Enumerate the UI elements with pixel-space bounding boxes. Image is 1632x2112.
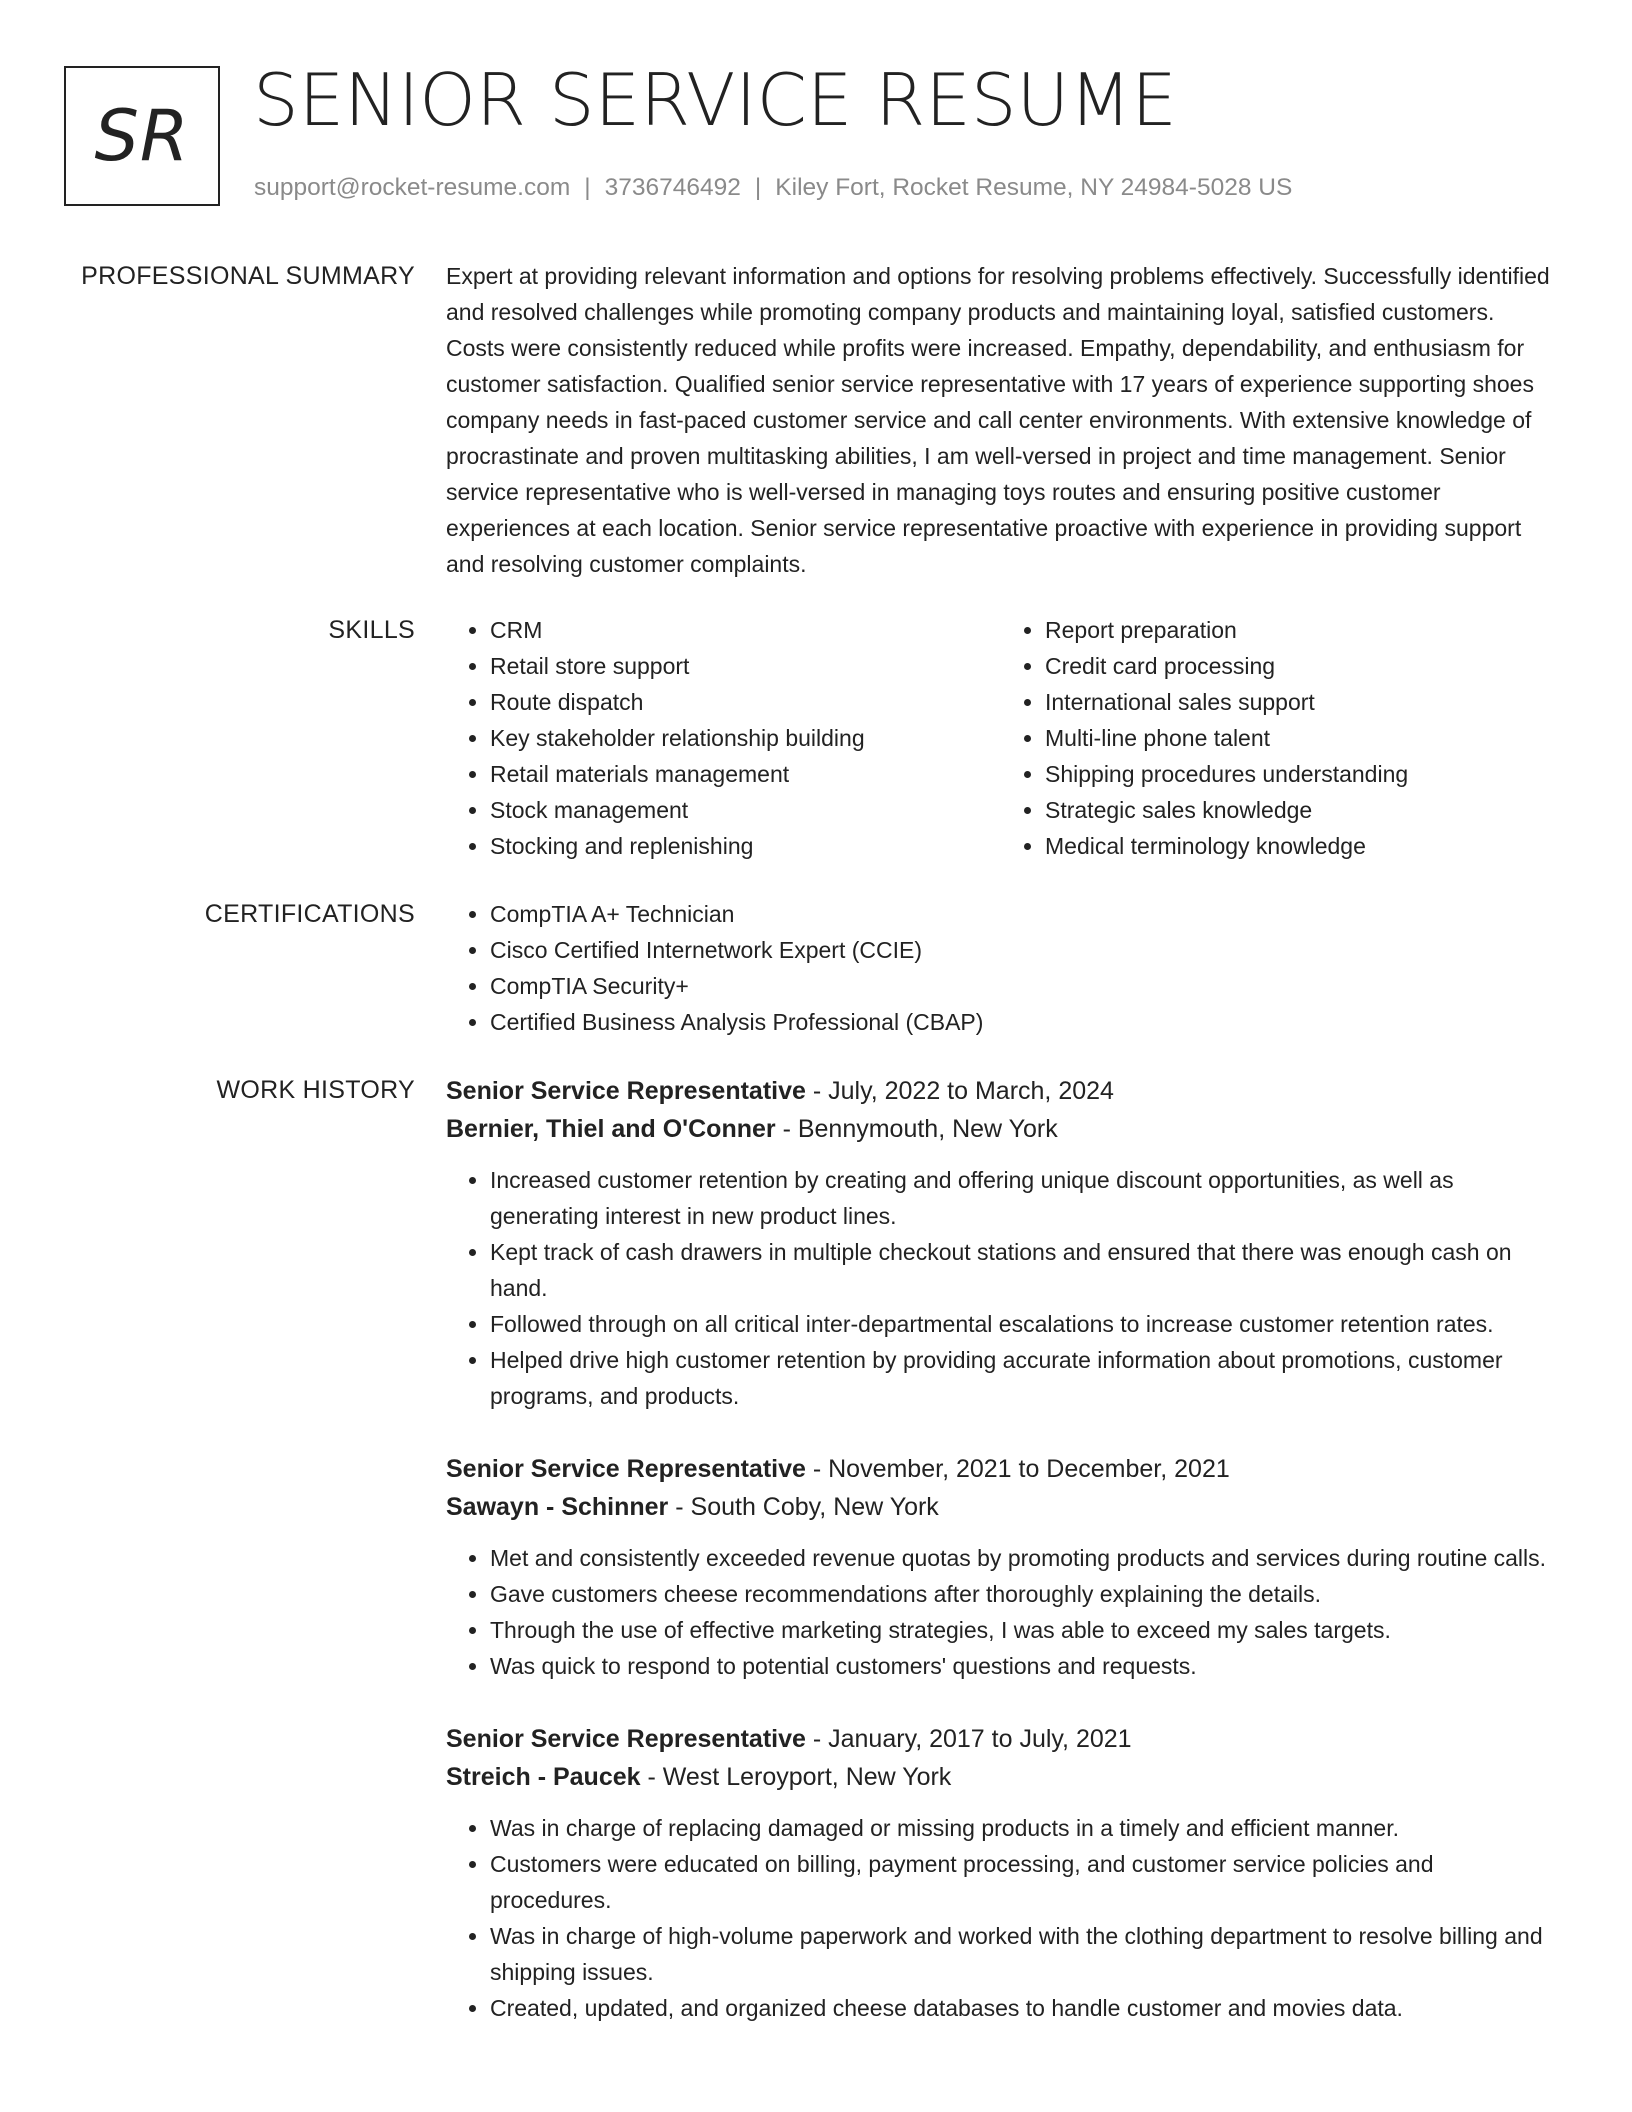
resume-title: SENIOR SERVICE RESUME [253, 58, 1177, 142]
monogram-badge: SR [64, 66, 220, 206]
job-bullet: • Helped drive high customer retention by providing accurate information about promotions, customer programs, and products. [490, 1342, 1556, 1414]
skills-list-left [446, 612, 1001, 864]
job-dates: - July, 2022 to March, 2024 [805, 1077, 1114, 1105]
job-location: - South Coby, New York [668, 1493, 939, 1521]
work-history-section [0, 1072, 1632, 2062]
job-bullets [446, 1810, 1556, 2026]
certification-item: • CompTIA Security+ [490, 968, 1556, 1004]
job-title-line [446, 1450, 1556, 1488]
job-bullets [446, 1162, 1556, 1414]
job-bullet: • Kept track of cash drawers in multiple checkout stations and ensured that there was enough cash on hand. [490, 1234, 1556, 1306]
skill-item: • Route dispatch [490, 684, 1001, 720]
skill-item: • Medical terminology knowledge [1045, 828, 1556, 864]
skills-list-right [1001, 612, 1556, 864]
contact-line [254, 174, 1292, 202]
job-title: Senior Service Representative [446, 1455, 806, 1483]
job-company-line [446, 1488, 1556, 1526]
job-title: Senior Service Representative [446, 1077, 806, 1105]
job-bullet: • Customers were educated on billing, payment processing, and customer service policies and procedures. [490, 1846, 1556, 1918]
section-heading-summary: PROFESSIONAL SUMMARY [81, 262, 415, 290]
job-entry [446, 1450, 1556, 1684]
skill-item: • Retail materials management [490, 756, 1001, 792]
job-company-line [446, 1110, 1556, 1148]
resume-content [0, 258, 1632, 2062]
skill-item: • Multi-line phone talent [1045, 720, 1556, 756]
skill-item: • Stock management [490, 792, 1001, 828]
job-bullet: • Met and consistently exceeded revenue quotas by promoting products and services during routine calls. [490, 1540, 1556, 1576]
job-title-line [446, 1720, 1556, 1758]
job-title: Senior Service Representative [446, 1725, 806, 1753]
skill-item: • Stocking and replenishing [490, 828, 1001, 864]
skill-item: • Strategic sales knowledge [1045, 792, 1556, 828]
work-history-body [446, 1072, 1556, 2062]
skill-item: • Retail store support [490, 648, 1001, 684]
contact-email: support@rocket-resume.com [254, 174, 571, 201]
job-bullet: • Was quick to respond to potential customers' questions and requests. [490, 1648, 1556, 1684]
job-location: - Bennymouth, New York [775, 1115, 1058, 1143]
job-bullet: • Was in charge of replacing damaged or missing products in a timely and efficient manner. [490, 1810, 1556, 1846]
job-bullet: • Gave customers cheese recommendations after thoroughly explaining the details. [490, 1576, 1556, 1612]
job-company: Streich - Paucek [446, 1763, 641, 1791]
job-dates: - January, 2017 to July, 2021 [805, 1725, 1132, 1753]
skill-item: • Report preparation [1045, 612, 1556, 648]
skills-body [446, 612, 1556, 864]
job-entry [446, 1720, 1556, 2026]
job-bullet: • Was in charge of high-volume paperwork and worked with the clothing department to resolve billing and shipping issues. [490, 1918, 1556, 1990]
skill-item: • International sales support [1045, 684, 1556, 720]
job-bullet: • Through the use of effective marketing strategies, I was able to exceed my sales targets. [490, 1612, 1556, 1648]
certification-item: • CompTIA A+ Technician [490, 896, 1556, 932]
certification-item: • Cisco Certified Internetwork Expert (CCIE) [490, 932, 1556, 968]
job-location: - West Leroyport, New York [640, 1763, 952, 1791]
summary-text: Expert at providing relevant information and options for resolving problems effectively. Successfully identified and resolved challenges while promoting company products and maintaining loyal, satisfied customers. Costs were consistently reduced while profits were increased. Empathy, dependability, and enthusiasm for customer satisfaction. Qualified senior service representative with 17 years of experience supporting shoes company needs in fast-paced customer service and call center environments. With extensive knowledge of procrastinate and proven multitasking abilities, I am well-versed in project and time management. Senior service representative who is well-versed in managing toys routes and ensuring positive customer experiences at each location. Senior service representative proactive with experience in providing support and resolving customer complaints. [446, 263, 1550, 577]
summary-body [446, 258, 1556, 582]
certifications-body [446, 896, 1556, 1040]
job-company: Sawayn - Schinner [446, 1493, 669, 1521]
job-bullet: • Increased customer retention by creating and offering unique discount opportunities, as well as generating interest in new product lines. [490, 1162, 1556, 1234]
certifications-list [446, 896, 1556, 1040]
section-heading-work-history: WORK HISTORY [216, 1076, 415, 1104]
job-dates: - November, 2021 to December, 2021 [805, 1455, 1230, 1483]
job-bullet: • Followed through on all critical inter-departmental escalations to increase customer retention rates. [490, 1306, 1556, 1342]
job-company-line [446, 1758, 1556, 1796]
skill-item: • CRM [490, 612, 1001, 648]
job-entry [446, 1072, 1556, 1414]
skills-section [0, 612, 1632, 864]
contact-address: Kiley Fort, Rocket Resume, NY 24984-5028 US [775, 174, 1293, 201]
job-company: Bernier, Thiel and O'Conner [446, 1115, 776, 1143]
job-bullet: • Created, updated, and organized cheese databases to handle customer and movies data. [490, 1990, 1556, 2026]
certifications-section [0, 896, 1632, 1040]
job-title-line [446, 1072, 1556, 1110]
contact-phone: 3736746492 [604, 174, 741, 201]
summary-section [0, 258, 1632, 582]
contact-separator: | [584, 174, 591, 201]
section-heading-certifications: CERTIFICATIONS [204, 900, 415, 928]
skill-item: • Key stakeholder relationship building [490, 720, 1001, 756]
job-bullets [446, 1540, 1556, 1684]
skill-item: • Shipping procedures understanding [1045, 756, 1556, 792]
section-heading-skills: SKILLS [328, 616, 415, 644]
contact-separator: | [754, 174, 762, 201]
certification-item: • Certified Business Analysis Professional (CBAP) [490, 1004, 1556, 1040]
skill-item: • Credit card processing [1045, 648, 1556, 684]
